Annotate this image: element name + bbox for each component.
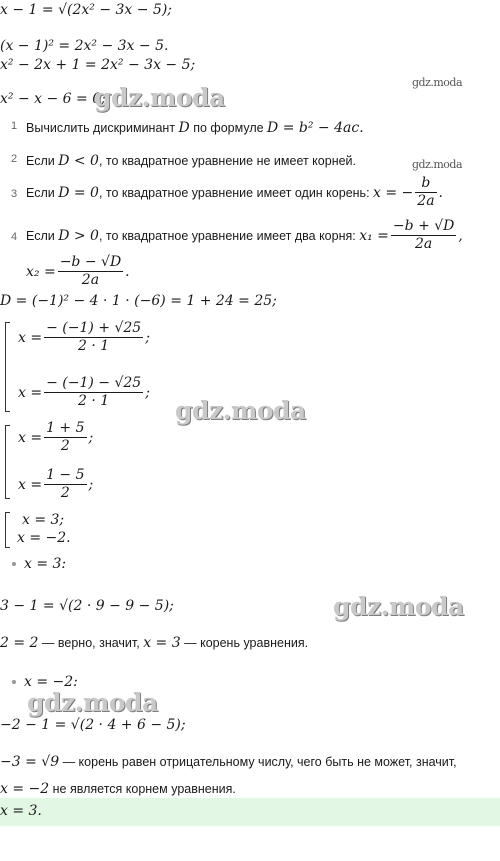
check-2-result: −3 = √9 — корень равен отрицательному числу, чего быть не может, значит, <box>0 754 457 770</box>
system1-row-1: x = $\frac{- (-1) + √25}{2 \cdot 1}$ ; <box>18 320 150 354</box>
bullet-icon <box>12 562 16 566</box>
step-3: 3 Если D = 0, то квадратное уравнение имеет один корень: x = − $\frac{b}{2a}$ . <box>11 175 443 209</box>
watermark-4: gdz.moda <box>27 688 158 717</box>
watermark-small-1: gdz.moda <box>412 76 463 89</box>
watermark-3: gdz.moda <box>333 592 464 621</box>
system-bracket-2 <box>5 425 10 499</box>
step-4-second-root: x₂ = $\frac{-b - √D}{2a}$ . <box>26 254 130 288</box>
check-1-equation: 3 − 1 = √(2 · 9 − 9 − 5); <box>0 598 174 614</box>
eq-line-3: x² − 2x + 1 = 2x² − 3x − 5; <box>0 57 196 73</box>
answer-box <box>0 798 500 826</box>
system1-row-2: x = $\frac{- (-1) - √25}{2 \cdot 1}$ ; <box>18 375 150 409</box>
check-1-result: 2 = 2 — верно, значит, x = 3 — корень уравнения. <box>0 635 309 651</box>
system2-row-1: x = $\frac{1 + 5}{2}$ ; <box>18 420 94 454</box>
watermark-small-2: gdz.moda <box>412 158 463 171</box>
bullet-icon <box>12 680 16 684</box>
watermark-1: gdz.moda <box>94 83 225 112</box>
check-2-heading: x = −2: <box>12 671 78 690</box>
eq-line-4: x² − x − 6 = 0; <box>0 91 106 107</box>
root-1: x = 3; <box>22 512 65 528</box>
eq-line-1: x − 1 = √(2x² − 3x − 5); <box>0 2 173 18</box>
check-1-heading: x = 3: <box>12 553 66 572</box>
system-bracket-3 <box>5 512 10 548</box>
discriminant-line: D = (−1)² − 4 · 1 · (−6) = 1 + 24 = 25; <box>0 293 277 309</box>
check-2-conclusion: x = −2 не является корнем уравнения. <box>0 781 236 797</box>
check-2-equation: −2 − 1 = √(2 · 4 + 6 − 5); <box>0 717 186 733</box>
root-2: x = −2. <box>17 530 71 546</box>
answer-text: x = 3. <box>0 803 42 819</box>
system-bracket-1 <box>5 322 10 412</box>
eq-line-2: (x − 1)² = 2x² − 3x − 5. <box>0 38 169 54</box>
step-4: 4 Если D > 0, то квадратное уравнение имеет два корня: x₁ = $\frac{-b + √D}{2a}$ , <box>11 218 463 252</box>
system2-row-2: x = $\frac{1 - 5}{2}$ ; <box>18 467 94 501</box>
watermark-2: gdz.moda <box>175 396 306 425</box>
